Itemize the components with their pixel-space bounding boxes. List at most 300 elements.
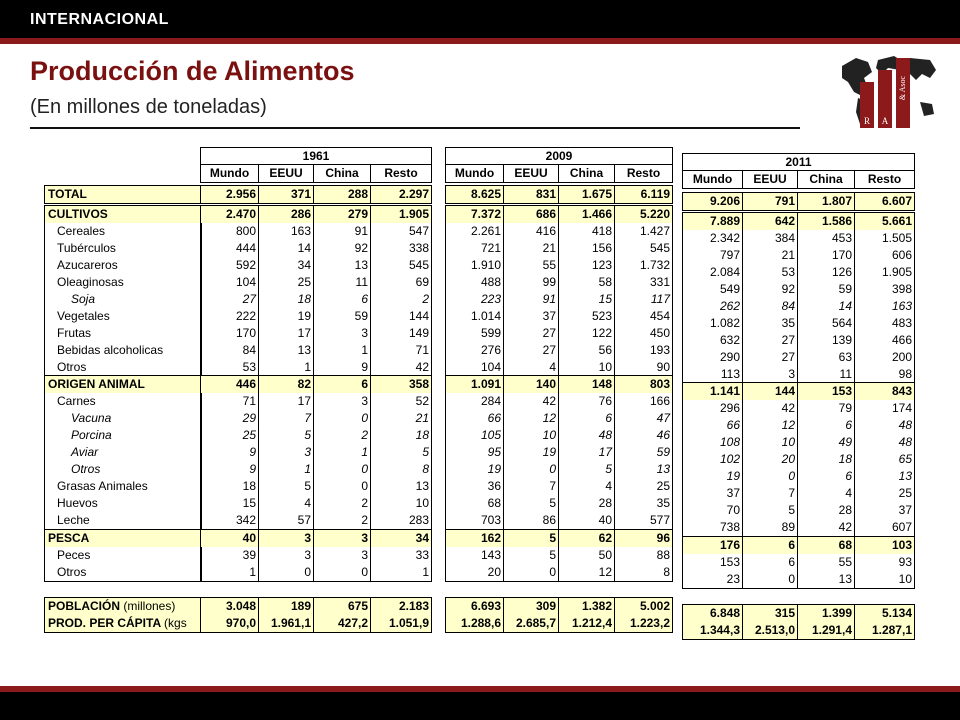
label-block-total xyxy=(44,185,202,204)
value-cell: 398 xyxy=(891,282,912,296)
value-cell: 9 xyxy=(201,444,259,461)
value-cell: 27 xyxy=(201,291,259,308)
row-label-name: CULTIVOS xyxy=(48,207,108,221)
page-subtitle: (En millones de toneladas) xyxy=(30,96,267,118)
value-cell: 140 xyxy=(504,376,559,393)
value-cell: 9 xyxy=(201,461,259,478)
logo-letter-r: R xyxy=(863,116,871,126)
value-cell: 483 xyxy=(891,316,912,330)
value-cell: 279 xyxy=(314,206,371,223)
value-cell: 2.513,0 xyxy=(743,622,798,639)
value-cell: 170 xyxy=(798,247,855,264)
value-cell: 1 xyxy=(314,342,371,359)
row-label-text xyxy=(45,291,201,308)
row-label-text xyxy=(45,359,201,376)
value-cell: 10 xyxy=(743,434,798,451)
top-stripe xyxy=(0,38,960,44)
value-cell: 27 xyxy=(743,349,798,366)
value-cell: 0 xyxy=(314,564,371,581)
row-label-text xyxy=(45,240,201,257)
row-label xyxy=(45,410,201,427)
value-row xyxy=(683,349,914,366)
row-unit: (millones) xyxy=(123,599,176,613)
value-cell: 309 xyxy=(504,598,559,615)
value-cell: 1.675 xyxy=(559,186,615,203)
row-label-name: Otros xyxy=(57,360,87,374)
value-cell: 37 xyxy=(504,308,559,325)
value-cell: 1.427 xyxy=(639,224,670,238)
row-label-name: Grasas Animales xyxy=(57,479,148,493)
value-cell: 10 xyxy=(898,572,912,586)
value-cell: 122 xyxy=(559,325,615,342)
column-header-row xyxy=(201,165,431,182)
value-cell: 19 xyxy=(683,468,743,485)
row-label xyxy=(45,325,201,342)
row-label-name: Aviar xyxy=(71,445,99,459)
row-label xyxy=(45,223,201,240)
value-cell: 5 xyxy=(259,478,314,495)
value-cell: 79 xyxy=(798,400,855,417)
value-cell: 4 xyxy=(504,359,559,376)
section-label: INTERNACIONAL xyxy=(30,11,169,28)
value-cell: 331 xyxy=(649,275,670,289)
row-label xyxy=(45,376,201,393)
row-label xyxy=(45,393,201,410)
value-cell: 27 xyxy=(504,325,559,342)
row-label-text xyxy=(45,530,201,547)
value-row xyxy=(201,547,431,564)
column-header: China xyxy=(559,165,615,182)
value-cell: 2.261 xyxy=(446,223,504,240)
column-header: China xyxy=(798,171,855,188)
value-cell: 564 xyxy=(798,315,855,332)
label-block-animal xyxy=(44,375,202,530)
value-cell: 6 xyxy=(559,410,615,427)
value-cell: 2.342 xyxy=(683,230,743,247)
row-label-name: POBLACIÓN xyxy=(48,599,120,613)
value-cell: 35 xyxy=(656,496,670,510)
value-cell: 288 xyxy=(314,186,371,203)
value-cell: 40 xyxy=(201,530,259,547)
row-label-text xyxy=(45,274,201,291)
value-cell: 144 xyxy=(743,383,798,400)
value-cell: 1.223,2 xyxy=(629,616,670,630)
value-cell: 56 xyxy=(559,342,615,359)
value-cell: 19 xyxy=(504,444,559,461)
row-label xyxy=(45,598,201,615)
value-cell: 642 xyxy=(743,213,798,230)
row-label-name: Azucareros xyxy=(57,258,118,272)
row-label xyxy=(45,240,201,257)
value-cell: 66 xyxy=(683,417,743,434)
row-label-name: Porcina xyxy=(71,428,112,442)
value-row xyxy=(683,400,914,417)
value-cell: 18 xyxy=(201,478,259,495)
value-cell: 104 xyxy=(201,274,259,291)
value-cell: 3 xyxy=(259,547,314,564)
value-cell: 96 xyxy=(656,531,670,545)
value-cell: 28 xyxy=(559,495,615,512)
value-cell: 466 xyxy=(891,333,912,347)
value-cell: 37 xyxy=(898,503,912,517)
value-cell: 11 xyxy=(798,366,855,383)
value-row xyxy=(201,512,431,529)
value-cell: 5 xyxy=(504,495,559,512)
value-cell: 84 xyxy=(743,298,798,315)
value-row xyxy=(683,519,914,536)
row-label-name: TOTAL xyxy=(48,187,87,201)
value-cell: 69 xyxy=(415,275,429,289)
value-row xyxy=(446,615,672,632)
value-row xyxy=(201,342,431,359)
value-cell: 88 xyxy=(656,548,670,562)
value-cell: 371 xyxy=(259,186,314,203)
value-cell: 50 xyxy=(559,547,615,564)
value-cell: 2 xyxy=(314,512,371,529)
value-row xyxy=(683,383,914,400)
value-cell: 19 xyxy=(259,308,314,325)
value-row xyxy=(683,298,914,315)
logo-asoc: & Asoc xyxy=(898,75,907,101)
value-cell: 1.291,4 xyxy=(798,622,855,639)
value-cell: 162 xyxy=(446,530,504,547)
row-label-name: Soja xyxy=(71,292,96,306)
value-row xyxy=(201,444,431,461)
row-label-text xyxy=(45,444,201,461)
value-cell: 200 xyxy=(891,350,912,364)
values-2011-animal xyxy=(682,382,915,537)
value-cell: 738 xyxy=(683,519,743,536)
values-1961-total xyxy=(200,185,432,204)
row-label xyxy=(45,564,201,581)
row-label-name: Oleaginosas xyxy=(57,275,124,289)
value-row xyxy=(201,478,431,495)
value-cell: 95 xyxy=(446,444,504,461)
row-label-name: Vacuna xyxy=(71,411,112,425)
value-cell: 58 xyxy=(559,274,615,291)
value-cell: 2.685,7 xyxy=(504,615,559,632)
value-cell: 36 xyxy=(446,478,504,495)
values-2011-total xyxy=(682,192,915,211)
value-cell: 3 xyxy=(314,393,371,410)
value-cell: 13 xyxy=(259,342,314,359)
row-label xyxy=(45,530,201,547)
value-cell: 12 xyxy=(559,564,615,581)
value-cell: 5 xyxy=(259,427,314,444)
column-header-row xyxy=(446,165,672,182)
value-cell: 48 xyxy=(559,427,615,444)
value-row xyxy=(683,502,914,519)
column-header: Mundo xyxy=(446,165,504,182)
label-block-bottom xyxy=(44,597,202,633)
page-title: Producción de Alimentos xyxy=(30,56,355,86)
value-cell: 35 xyxy=(743,315,798,332)
value-cell: 144 xyxy=(408,309,429,323)
column-header: Mundo xyxy=(683,171,743,188)
year-header-2011 xyxy=(682,153,915,189)
value-row xyxy=(446,530,672,547)
value-cell: 5.661 xyxy=(881,214,912,228)
value-cell: 3.048 xyxy=(201,598,259,615)
value-cell: 384 xyxy=(743,230,798,247)
value-cell: 791 xyxy=(743,193,798,210)
row-label xyxy=(45,274,201,291)
value-row xyxy=(446,325,672,342)
value-cell: 13 xyxy=(415,479,429,493)
value-cell: 59 xyxy=(656,445,670,459)
value-cell: 3 xyxy=(259,530,314,547)
value-cell: 15 xyxy=(559,291,615,308)
row-label xyxy=(45,186,201,203)
values-1961-cultivos xyxy=(200,205,432,377)
value-cell: 139 xyxy=(798,332,855,349)
value-cell: 0 xyxy=(504,461,559,478)
row-label xyxy=(45,257,201,274)
row-label xyxy=(45,615,201,632)
value-cell: 21 xyxy=(743,247,798,264)
value-row xyxy=(446,478,672,495)
value-cell: 104 xyxy=(446,359,504,376)
value-cell: 153 xyxy=(798,383,855,400)
value-cell: 7 xyxy=(504,478,559,495)
value-cell: 427,2 xyxy=(314,615,371,632)
value-row xyxy=(201,615,431,632)
value-row xyxy=(201,427,431,444)
value-cell: 92 xyxy=(743,281,798,298)
value-cell: 174 xyxy=(891,401,912,415)
value-cell: 15 xyxy=(201,495,259,512)
value-cell: 68 xyxy=(446,495,504,512)
value-row xyxy=(446,444,672,461)
row-label-text xyxy=(45,512,201,529)
value-cell: 2 xyxy=(314,495,371,512)
value-cell: 1.905 xyxy=(881,265,912,279)
row-label-text xyxy=(45,495,201,512)
value-cell: 0 xyxy=(743,468,798,485)
value-cell: 8.625 xyxy=(446,186,504,203)
value-cell: 47 xyxy=(656,411,670,425)
value-cell: 0 xyxy=(259,564,314,581)
value-cell: 970,0 xyxy=(201,615,259,632)
value-cell: 49 xyxy=(798,434,855,451)
value-cell: 29 xyxy=(201,410,259,427)
year-label: 1961 xyxy=(201,148,431,165)
value-row xyxy=(683,434,914,451)
row-label-text xyxy=(45,223,201,240)
row-label-text xyxy=(45,547,201,564)
value-cell: 71 xyxy=(415,343,429,357)
value-cell: 10 xyxy=(415,496,429,510)
value-row xyxy=(446,291,672,308)
year-label: 2011 xyxy=(683,154,914,171)
value-cell: 70 xyxy=(683,502,743,519)
row-label xyxy=(45,495,201,512)
value-row xyxy=(446,461,672,478)
value-row xyxy=(201,410,431,427)
value-row xyxy=(201,564,431,581)
value-row xyxy=(201,530,431,547)
value-cell: 42 xyxy=(798,519,855,536)
value-cell: 1.212,4 xyxy=(559,615,615,632)
value-row xyxy=(683,485,914,502)
column-header-row xyxy=(683,171,914,188)
row-label xyxy=(45,308,201,325)
value-cell: 6 xyxy=(743,554,798,571)
value-cell: 1 xyxy=(422,565,429,579)
value-row xyxy=(446,547,672,564)
value-cell: 55 xyxy=(798,554,855,571)
value-cell: 102 xyxy=(683,451,743,468)
value-cell: 223 xyxy=(446,291,504,308)
value-row xyxy=(201,598,431,615)
row-label xyxy=(45,427,201,444)
value-row xyxy=(683,622,914,639)
value-cell: 126 xyxy=(798,264,855,281)
value-cell: 3 xyxy=(314,547,371,564)
value-cell: 42 xyxy=(743,400,798,417)
value-row xyxy=(446,359,672,376)
value-cell: 6.607 xyxy=(881,194,912,208)
value-cell: 4 xyxy=(798,485,855,502)
value-cell: 9 xyxy=(314,359,371,376)
value-cell: 48 xyxy=(898,418,912,432)
value-cell: 37 xyxy=(683,485,743,502)
value-cell: 91 xyxy=(314,223,371,240)
value-row xyxy=(446,512,672,529)
value-row xyxy=(683,213,914,230)
row-label-text xyxy=(45,206,201,223)
column-header: Resto xyxy=(626,166,661,180)
label-block-pesca xyxy=(44,529,202,582)
value-cell: 454 xyxy=(649,309,670,323)
values-2009-pesca xyxy=(445,529,673,582)
logo-letter-a: A xyxy=(881,116,889,126)
value-cell: 222 xyxy=(201,308,259,325)
value-row xyxy=(683,230,914,247)
values-2009-cultivos xyxy=(445,205,673,377)
row-label-text xyxy=(45,257,201,274)
row-unit: (kgs xyxy=(164,616,187,630)
value-cell: 166 xyxy=(649,394,670,408)
value-cell: 2 xyxy=(314,427,371,444)
row-label-text xyxy=(45,342,201,359)
value-cell: 90 xyxy=(656,360,670,374)
row-label-name: PROD. PER CÁPITA xyxy=(48,616,161,630)
row-label-text xyxy=(45,427,201,444)
value-cell: 545 xyxy=(408,258,429,272)
value-cell: 143 xyxy=(446,547,504,564)
value-row xyxy=(446,186,672,203)
row-label-name: Otros xyxy=(57,565,87,579)
value-cell: 2.470 xyxy=(201,206,259,223)
year-header-2009 xyxy=(445,147,673,183)
value-row xyxy=(201,325,431,342)
value-cell: 296 xyxy=(683,400,743,417)
value-row xyxy=(446,495,672,512)
value-cell: 843 xyxy=(891,384,912,398)
values-1961-pesca xyxy=(200,529,432,582)
value-cell: 25 xyxy=(656,479,670,493)
row-label xyxy=(45,444,201,461)
value-row xyxy=(446,598,672,615)
value-cell: 84 xyxy=(201,342,259,359)
value-cell: 27 xyxy=(504,342,559,359)
value-row xyxy=(683,315,914,332)
value-cell: 98 xyxy=(898,367,912,381)
row-label-text xyxy=(45,308,201,325)
value-cell: 99 xyxy=(504,274,559,291)
value-cell: 1.910 xyxy=(446,257,504,274)
column-header: Resto xyxy=(867,172,902,186)
value-cell: 42 xyxy=(415,360,429,374)
value-cell: 163 xyxy=(259,223,314,240)
value-cell: 39 xyxy=(201,547,259,564)
value-cell: 1 xyxy=(259,359,314,376)
value-row xyxy=(683,605,914,622)
value-cell: 453 xyxy=(798,230,855,247)
value-cell: 262 xyxy=(683,298,743,315)
value-cell: 6 xyxy=(743,537,798,554)
row-label-text xyxy=(45,376,201,393)
value-cell: 803 xyxy=(649,377,670,391)
value-row xyxy=(683,366,914,383)
value-cell: 55 xyxy=(504,257,559,274)
value-row xyxy=(201,240,431,257)
value-row xyxy=(683,264,914,281)
value-cell: 12 xyxy=(743,417,798,434)
value-cell: 68 xyxy=(798,537,855,554)
row-label-text xyxy=(45,598,201,615)
value-cell: 1.141 xyxy=(683,383,743,400)
value-cell: 34 xyxy=(259,257,314,274)
value-cell: 7 xyxy=(743,485,798,502)
value-cell: 547 xyxy=(408,224,429,238)
values-2009-animal xyxy=(445,375,673,530)
row-label-text xyxy=(45,478,201,495)
value-cell: 0 xyxy=(504,564,559,581)
value-row xyxy=(201,223,431,240)
value-cell: 59 xyxy=(798,281,855,298)
value-cell: 89 xyxy=(743,519,798,536)
value-cell: 606 xyxy=(891,248,912,262)
value-cell: 66 xyxy=(446,410,504,427)
value-cell: 3 xyxy=(314,325,371,342)
value-cell: 283 xyxy=(408,513,429,527)
value-cell: 2.084 xyxy=(683,264,743,281)
value-cell: 105 xyxy=(446,427,504,444)
value-cell: 3 xyxy=(259,444,314,461)
value-cell: 2.297 xyxy=(398,187,429,201)
value-cell: 17 xyxy=(559,444,615,461)
value-cell: 9.206 xyxy=(683,193,743,210)
value-cell: 6.848 xyxy=(683,605,743,622)
value-cell: 1.505 xyxy=(881,231,912,245)
column-header: China xyxy=(314,165,371,182)
row-label-text xyxy=(45,325,201,342)
value-row xyxy=(683,451,914,468)
row-label-name: Carnes xyxy=(57,394,96,408)
values-1961-bottom xyxy=(200,597,432,633)
year-header-1961 xyxy=(200,147,432,183)
column-header: Resto xyxy=(384,166,418,180)
value-cell: 21 xyxy=(504,240,559,257)
value-cell: 76 xyxy=(559,393,615,410)
value-cell: 42 xyxy=(504,393,559,410)
value-row xyxy=(683,332,914,349)
value-cell: 62 xyxy=(559,530,615,547)
title-divider xyxy=(30,127,800,129)
value-cell: 117 xyxy=(650,292,670,306)
